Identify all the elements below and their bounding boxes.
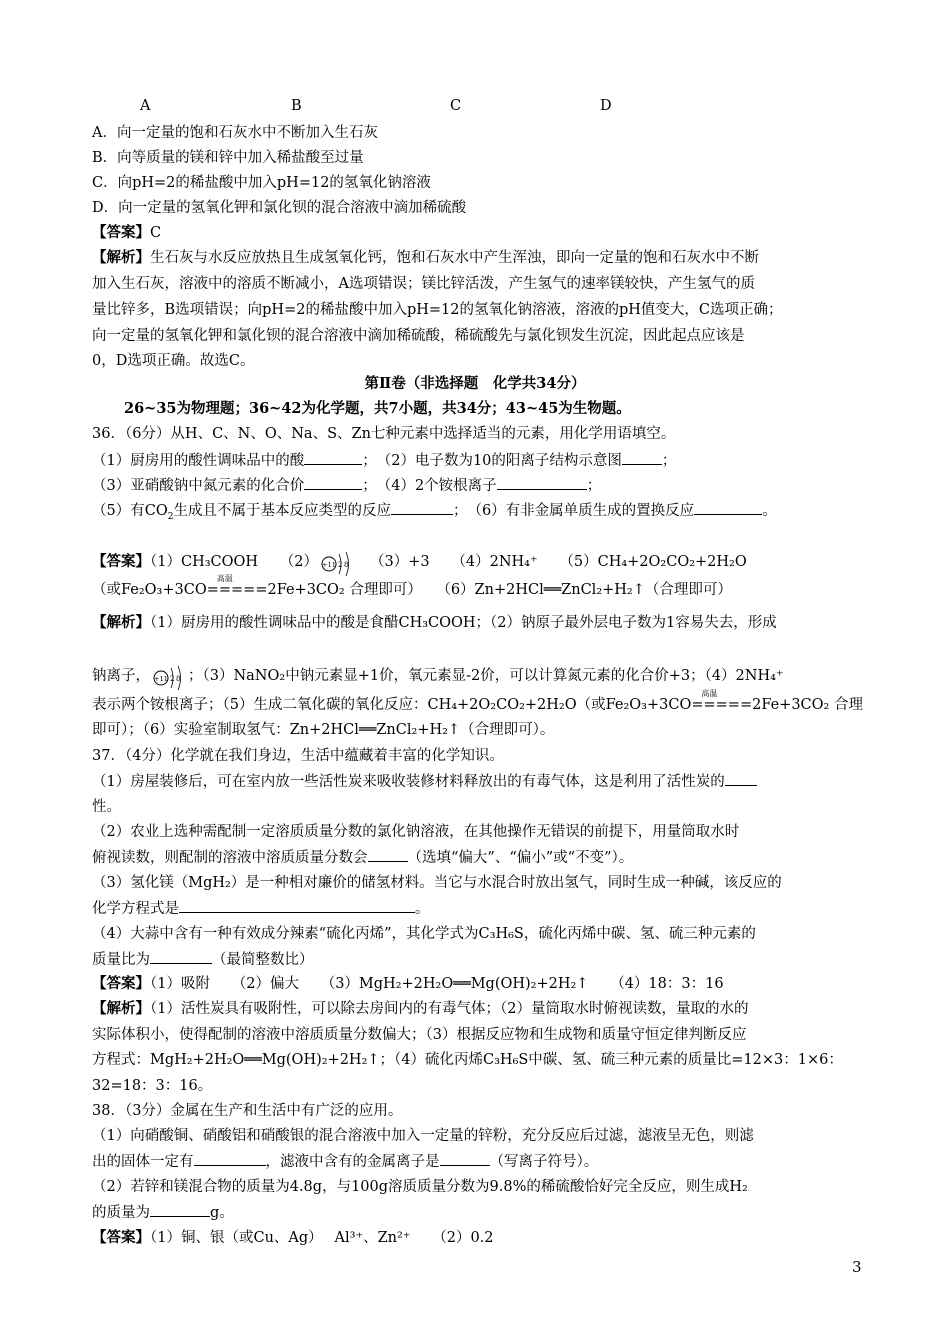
q36-analysis-line <box>92 662 784 690</box>
q36-line2 <box>92 475 601 496</box>
answer-blank <box>150 1202 210 1217</box>
q36-answer-6: 2Fe+3CO₂ 合理即可） （6）Zn+2HCl══ZnCl₂+H₂↑（合理即可） <box>267 582 732 598</box>
figure-caption-c: C <box>450 98 462 114</box>
analysis-label: 【解析】 <box>92 249 150 266</box>
answer-label: 【答案】 <box>92 1229 150 1246</box>
q36-analysis-line <box>92 613 777 633</box>
q37-line <box>92 771 757 792</box>
q37-answer <box>92 974 724 994</box>
reaction-condition <box>206 574 268 600</box>
q35-analysis-line: 0，D选项正确。故选C。 <box>92 353 255 369</box>
answer-blank <box>694 500 762 515</box>
answer-value: （1）吸附 （2）偏大 （3）MgH₂+2H₂O══Mg(OH)₂+2H₂↑ （4）18：3：16 <box>150 976 724 992</box>
q36-line3 <box>92 500 777 527</box>
answer-label: 【答案】 <box>92 224 150 241</box>
sodium-ion-structure-diagram <box>321 548 353 576</box>
q38-line: （1）向硝酸铜、硝酸铝和硝酸银的混合溶液中加入一定量的锌粉，充分反应后过滤，滤液呈无色，则滤 <box>92 1128 754 1144</box>
q36-stem: 36．（6分）从H、C、N、O、Na、S、Zn七种元素中选择适当的元素，用化学用语填空。 <box>92 426 676 442</box>
q36-answer-line1 <box>92 548 747 576</box>
answer-label: 【答案】 <box>92 975 150 992</box>
q37-part4-end: （最简整数比） <box>212 952 314 968</box>
q37-analysis-line: 方程式：MgH₂+2H₂O══Mg(OH)₂+2H₂↑；（4）硫化丙烯C₃H₆S中碳、氢、硫三种元素的质量比=12×3：1×6： <box>92 1052 843 1068</box>
q35-analysis-line: 量比锌多，B选项错误；向pH=2的稀盐酸中加入pH=12的氢氧化钠溶液，溶液的pH值变大，C选项正确； <box>92 302 783 318</box>
q36-part5: （5）有CO <box>92 503 168 519</box>
q36-part3: （3）亚硝酸钠中氮元素的化合价 <box>92 478 305 494</box>
analysis-text: （1）活性炭具有吸附性，可以除去房间内的有毒气体；（2）量筒取水时俯视读数，量取的水的 <box>150 1001 749 1017</box>
answer-blank <box>725 771 757 786</box>
analysis-text: ；（3）NaNO₂中钠元素显+1价，氧元素显-2价，可以计算氮元素的化合价+3；（4）2NH₄⁺ <box>188 668 784 684</box>
electron-count-shell1: 2 <box>170 675 175 683</box>
answer-blank <box>497 475 587 490</box>
subscript: 2 <box>167 511 174 522</box>
nucleus-charge: +11 <box>322 561 336 569</box>
electron-count-shell1: 2 <box>338 561 343 569</box>
answer-blank <box>304 450 362 465</box>
q37-line <box>92 898 430 919</box>
q38-answer <box>92 1228 494 1248</box>
q37-line: （4）大蒜中含有一种有效成分辣素“硫化丙烯”，其化学式为C₃H₆S，硫化丙烯中碳、氢、硫三种元素的 <box>92 926 756 942</box>
q37-part2: 俯视读数，则配制的溶液中溶质质量分数会 <box>92 850 368 866</box>
answer-blank <box>440 1151 490 1166</box>
q38-line <box>92 1151 598 1172</box>
q37-line <box>92 847 633 868</box>
q36-part4: ； （4）2个铵根离子 <box>362 478 497 494</box>
q38-part1: 出的固体一定有 <box>92 1154 194 1170</box>
reaction-condition <box>691 689 753 715</box>
q37-line: （2）农业上选种需配制一定溶质质量分数的氯化钠溶液，在其他操作无错误的前提下，用量筒取水时 <box>92 824 740 840</box>
q36-part6-end: 。 <box>762 503 777 519</box>
answer-blank <box>194 1151 266 1166</box>
electron-count-shell2: 8 <box>176 675 181 683</box>
answer-value: C <box>150 225 162 241</box>
q37-line: 性。 <box>92 799 121 815</box>
q36-answer-alt: （或Fe₂O₃+3CO <box>92 582 207 598</box>
q38-part3-end: g。 <box>210 1205 234 1221</box>
page-number: 3 <box>852 1258 862 1276</box>
q35-answer <box>92 223 161 243</box>
q36-part2-end: ； <box>661 453 677 469</box>
answer-blank <box>150 949 212 964</box>
answer-blank <box>368 847 408 862</box>
q36-answer-3-5: （3）+3 （4）2NH₄⁺ （5）CH₄+2O₂CO₂+2H₂O <box>370 554 747 570</box>
section-title: 第Ⅱ卷（非选择题 化学共34分） <box>364 375 586 392</box>
analysis-text: 钠离子， <box>92 668 150 684</box>
option-d: D．向一定量的氢氧化钾和氯化钡的混合溶液中滴加稀硫酸 <box>92 200 467 216</box>
sodium-ion-structure-diagram <box>153 662 185 690</box>
q37-line <box>92 949 314 970</box>
q38-line: （2）若锌和镁混合物的质量为4.8g，与100g溶质质量分数为9.8%的稀硫酸恰好完全反应，则生成H₂ <box>92 1179 748 1195</box>
q35-analysis-line: 加入生石灰，溶液中的溶质不断减小，A选项错误；镁比锌活泼，产生氢气的速率镁较快，产生氢气的质 <box>92 276 755 292</box>
q37-analysis-line: 32=18：3：16。 <box>92 1078 213 1094</box>
figure-caption-b: B <box>291 98 302 114</box>
analysis-text: （1）厨房用的酸性调味品中的酸是食醋CH₃COOH；（2）钠原子最外层电子数为1容易失去，形成 <box>150 615 777 631</box>
equation-sign: ===== <box>691 697 753 713</box>
analysis-label: 【解析】 <box>92 614 150 631</box>
q38-part3: 的质量为 <box>92 1205 150 1221</box>
nucleus-charge: +11 <box>154 675 168 683</box>
analysis-text: 表示两个铵根离子；（5）生成二氧化碳的氧化反应：CH₄+2O₂CO₂+2H₂O（或Fe₂O₃+3CO <box>92 697 692 713</box>
q37-analysis-line <box>92 999 748 1019</box>
figure-caption-a: A <box>140 98 151 114</box>
option-b: B．向等质量的镁和锌中加入稀盐酸至过量 <box>92 150 364 166</box>
electron-count-shell2: 8 <box>344 561 349 569</box>
q38-part2-end: （写离子符号）。 <box>489 1154 599 1170</box>
answer-blank <box>622 450 662 465</box>
q37-part4: 质量比为 <box>92 952 150 968</box>
condition-label: 高温 <box>701 689 718 698</box>
q38-part2: ，滤液中含有的金属离子是 <box>265 1154 440 1170</box>
q36-part1: （1）厨房用的酸性调味品中的酸 <box>92 453 305 469</box>
q36-part6: ； （6）有非金属单质生成的置换反应 <box>452 503 695 519</box>
analysis-text: 生石灰与水反应放热且生成氢氧化钙，饱和石灰水中产生浑浊，即向一定量的饱和石灰水中不断 <box>150 250 759 266</box>
q36-part2: ； （2）电子数为10的阳离子结构示意图 <box>362 453 622 469</box>
q35-analysis-line <box>92 248 759 268</box>
q37-analysis-line: 实际体积小，使得配制的溶液中溶质质量分数偏大；（3）根据反应物和生成物和质量守恒定律判断反应 <box>92 1027 747 1043</box>
q36-answer-1-2: （1）CH₃COOH （2） <box>150 554 319 570</box>
option-c: C．向pH=2的稀盐酸中加入pH=12的氢氧化钠溶液 <box>92 175 431 191</box>
q37-part2-end: （选填“偏大”、“偏小”或“不变”）。 <box>407 850 634 866</box>
q37-stem: 37．（4分）化学就在我们身边，生活中蕴藏着丰富的化学知识。 <box>92 748 504 764</box>
q36-analysis-line <box>92 689 863 715</box>
answer-blank <box>179 898 415 913</box>
answer-label: 【答案】 <box>92 553 150 570</box>
q38-line <box>92 1202 234 1223</box>
q37-part1: （1）房屋装修后，可在室内放一些活性炭来吸收装修材料释放出的有毒气体，这是利用了活性炭的 <box>92 774 725 790</box>
q38-stem: 38．（3分）金属在生产和生活中有广泛的应用。 <box>92 1103 403 1119</box>
figure-caption-d: D <box>600 98 612 114</box>
q37-line: （3）氢化镁（MgH₂）是一种相对廉价的储氢材料。当它与水混合时放出氢气，同时生成一种碱，该反应的 <box>92 875 782 891</box>
q36-answer-line2 <box>92 574 732 600</box>
analysis-label: 【解析】 <box>92 1000 150 1017</box>
q36-analysis-line: 即可）；（6）实验室制取氢气：Zn+2HCl══ZnCl₂+H₂↑（合理即可）。 <box>92 722 555 738</box>
q36-part4-end: ； <box>586 478 602 494</box>
equation-sign: ===== <box>206 582 268 598</box>
q35-analysis-line: 向一定量的氢氧化钾和氯化钡的混合溶液中滴加稀硫酸，稀硫酸先与氯化钡发生沉淀，因此起点应该是 <box>92 328 745 344</box>
q36-line1 <box>92 450 676 471</box>
condition-label: 高温 <box>216 574 233 583</box>
option-a: A．向一定量的饱和石灰水中不断加入生石灰 <box>92 125 378 141</box>
answer-value: （1）铜、银（或Cu、Ag） Al³⁺、Zn²⁺ （2）0.2 <box>150 1230 494 1246</box>
answer-blank <box>304 475 362 490</box>
q37-part3: 化学方程式是 <box>92 901 179 917</box>
section-note: 26~35为物理题；36~42为化学题，共7小题，共34分；43~45为生物题。 <box>124 400 631 417</box>
analysis-text: 2Fe+3CO₂ 合理 <box>752 697 863 713</box>
q37-part3-end: 。 <box>415 901 430 917</box>
q36-part5b: 生成且不属于基本反应类型的反应 <box>173 503 391 519</box>
answer-blank <box>391 500 453 515</box>
